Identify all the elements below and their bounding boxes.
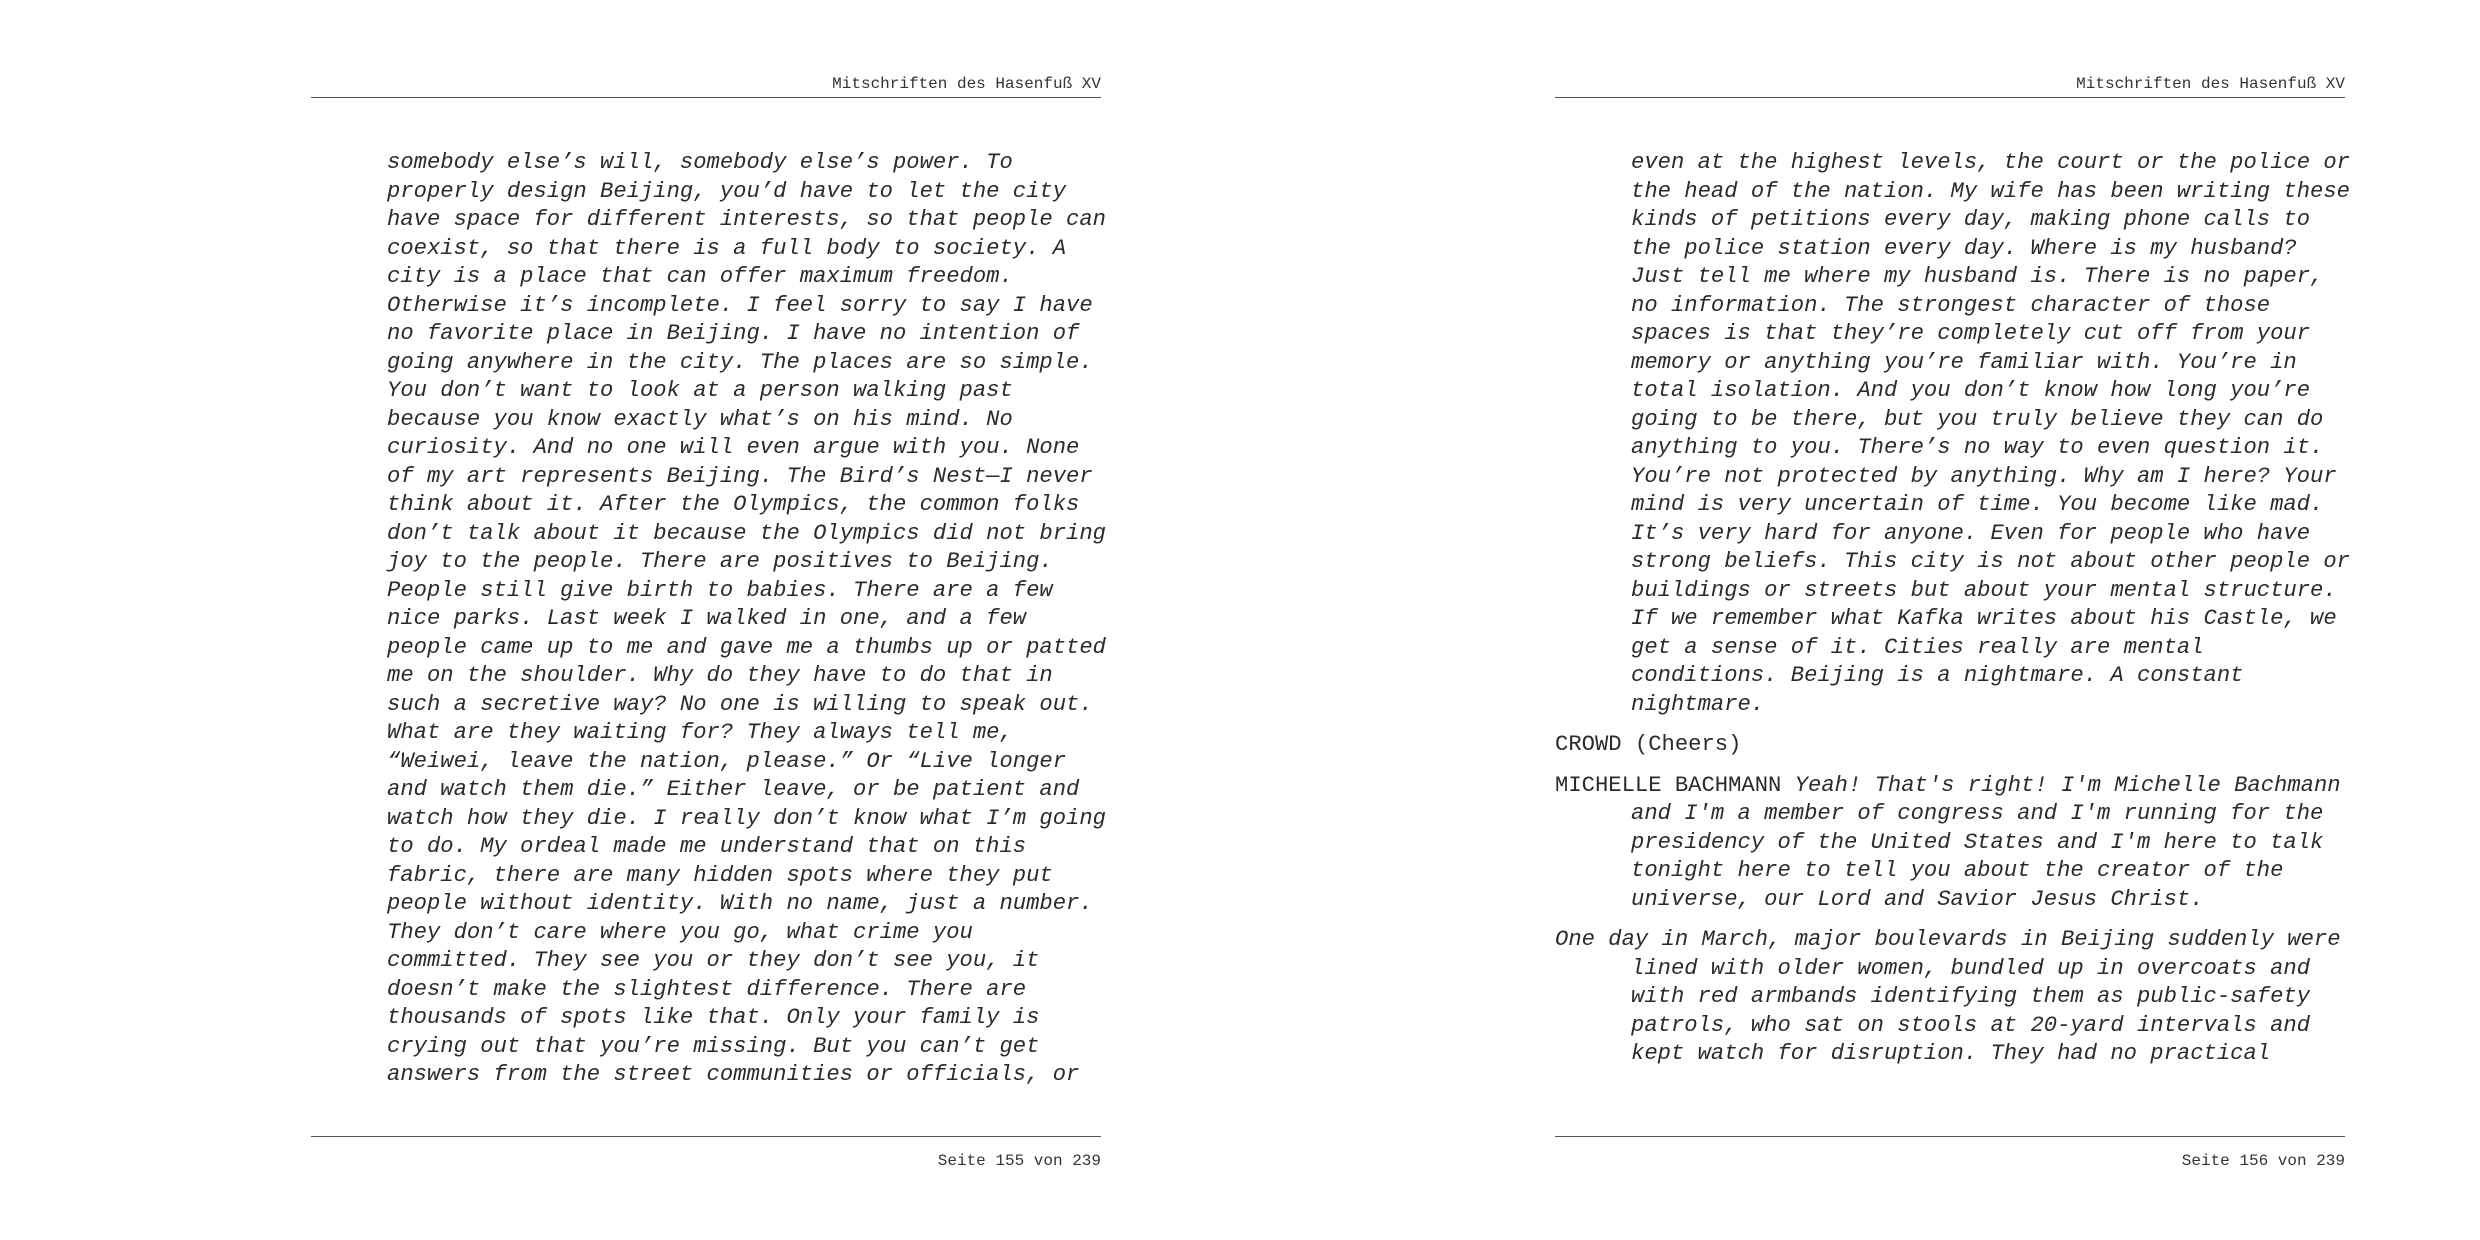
text-line: “Weiwei, leave the nation, please.” Or “Live longer [387, 748, 1067, 774]
text-line: What are they waiting for? They always tell me, [387, 720, 1013, 745]
speaker-name: MICHELLE BACHMANN [1555, 772, 1782, 798]
text-line: nightmare. [1631, 691, 1765, 717]
header-rule [311, 97, 1101, 98]
text-line: think about it. After the Olympics, the common folks [387, 492, 1080, 517]
text-line: presidency of the United States and I'm here to talk [1631, 829, 2324, 855]
text-line: total isolation. And you don’t know how long you’re [1631, 378, 2311, 403]
text-line: conditions. Beijing is a nightmare. A constant [1631, 663, 2244, 688]
text-line: memory or anything you’re familiar with. You’re in [1631, 349, 2297, 375]
text-line: fabric, there are many hidden spots where they put [387, 862, 1053, 888]
text-line: One day in March, major boulevards in Beijing suddenly were [1555, 927, 2341, 952]
text-line: don’t talk about it because the Olympics did not bring [387, 520, 1106, 546]
text-line: kept watch for disruption. They had no practical [1631, 1041, 2271, 1066]
text-line: people without identity. With no name, just a number. [387, 891, 1093, 916]
header-rule [1555, 97, 2345, 98]
text-line: doesn’t make the slightest difference. There are [387, 976, 1027, 1002]
paragraph-gap [1555, 719, 2350, 731]
text-line: You’re not protected by anything. Why am I here? Your [1631, 463, 2337, 489]
left-page [311, 0, 1106, 1240]
text-line: answers from the street communities or officials, or [387, 1062, 1080, 1087]
speaker-name: CROWD [1555, 732, 1622, 757]
text-line: strong beliefs. This city is not about other people or [1631, 549, 2350, 574]
quote-continuation [1555, 149, 2350, 719]
footer-rule [311, 1136, 1101, 1137]
text-line: nice parks. Last week I walked in one, and a few [387, 606, 1027, 631]
text-line: the head of the nation. My wife has been writing these [1631, 178, 2350, 204]
text-line: They don’t care where you go, what crime you [387, 919, 973, 945]
text-line: lined with older women, bundled up in overcoats and [1631, 955, 2311, 981]
text-line [1555, 772, 2350, 801]
text-line [1555, 731, 2350, 760]
text-line: to do. My ordeal made me understand that on this [387, 834, 1027, 859]
text-line: patrols, who sat on stools at 20-yard intervals and [1631, 1012, 2311, 1038]
text-line: the police station every day. Where is my husband? [1631, 235, 2297, 261]
text-line: buildings or streets but about your mental structure. [1631, 577, 2337, 603]
text-line: and I'm a member of congress and I'm running for the [1631, 801, 2324, 826]
text-line: city is a place that can offer maximum freedom. [387, 264, 1013, 289]
march-paragraph [1555, 926, 2350, 1069]
text-line: spaces is that they’re completely cut off from your [1631, 321, 2311, 346]
text-line: of my art represents Beijing. The Bird’s Nest—I never [387, 463, 1093, 489]
text-line: no information. The strongest character of those [1631, 292, 2271, 318]
text-line: properly design Beijing, you’d have to let the city [387, 178, 1067, 204]
text-line: somebody else’s will, somebody else’s power. To [387, 150, 1013, 175]
text-line: me on the shoulder. Why do they have to do that in [387, 663, 1053, 688]
speech-continuation [1555, 800, 2350, 914]
running-head: Mitschriften des Hasenfuß XV [832, 75, 1101, 93]
paragraph-gap [1555, 760, 2350, 772]
running-head: Mitschriften des Hasenfuß XV [2076, 75, 2345, 93]
text-line: and watch them die.” Either leave, or be patient and [387, 777, 1080, 802]
text-line: Just tell me where my husband is. There is no paper, [1631, 264, 2324, 289]
text-line: universe, our Lord and Savior Jesus Christ. [1631, 886, 2204, 912]
text-line: because you know exactly what’s on his mind. No [387, 406, 1013, 432]
paragraph-gap [1555, 914, 2350, 926]
text-line: have space for different interests, so that people can [387, 207, 1106, 232]
paragraph-continuation [1555, 955, 2350, 1069]
text-line: People still give birth to babies. There are a few [387, 577, 1053, 603]
text-line: thousands of spots like that. Only your family is [387, 1005, 1040, 1030]
text-line: curiosity. And no one will even argue with you. None [387, 435, 1080, 460]
crowd-paragraph [1555, 731, 2350, 760]
right-page [1555, 0, 2350, 1240]
text-line: going to be there, but you truly believe they can do [1631, 406, 2324, 432]
text-line: mind is very uncertain of time. You become like mad. [1631, 492, 2324, 517]
text-line: joy to the people. There are positives to Beijing. [387, 549, 1053, 574]
page-number: Seite 156 von 239 [2181, 1152, 2345, 1170]
text-line: even at the highest levels, the court or the police or [1631, 150, 2350, 175]
right-page-body [1555, 149, 2350, 1069]
text-line: anything to you. There’s no way to even question it. [1631, 435, 2324, 460]
text-line: no favorite place in Beijing. I have no intention of [387, 321, 1080, 346]
text-line: going anywhere in the city. The places are so simple. [387, 349, 1093, 375]
text-line: If we remember what Kafka writes about his Castle, we [1631, 606, 2337, 631]
text-line: people came up to me and gave me a thumbs up or patted [387, 634, 1106, 660]
text-line: Otherwise it’s incomplete. I feel sorry to say I have [387, 292, 1093, 318]
text-line: kinds of petitions every day, making phone calls to [1631, 207, 2311, 232]
footer-rule [1555, 1136, 2345, 1137]
text-line: such a secretive way? No one is willing to speak out. [387, 691, 1093, 717]
text-line: get a sense of it. Cities really are mental [1631, 634, 2204, 660]
text-line: It’s very hard for anyone. Even for people who have [1631, 520, 2311, 546]
left-page-body [387, 149, 1106, 1090]
text-line: committed. They see you or they don’t see you, it [387, 948, 1040, 973]
bachmann-paragraph [1555, 772, 2350, 915]
text-line: You don’t want to look at a person walking past [387, 378, 1013, 403]
text-line: tonight here to tell you about the creator of the [1631, 858, 2284, 883]
stage-direction: (Cheers) [1634, 732, 1742, 757]
text-line: coexist, so that there is a full body to society. A [387, 235, 1067, 261]
text-line: watch how they die. I really don’t know what I’m going [387, 805, 1106, 831]
text-line: with red armbands identifying them as public-safety [1631, 984, 2311, 1009]
speech-text: Yeah! That's right! I'm Michelle Bachmann [1794, 772, 2341, 798]
page-number: Seite 155 von 239 [937, 1152, 1101, 1170]
text-line: crying out that you’re missing. But you can’t get [387, 1033, 1040, 1059]
